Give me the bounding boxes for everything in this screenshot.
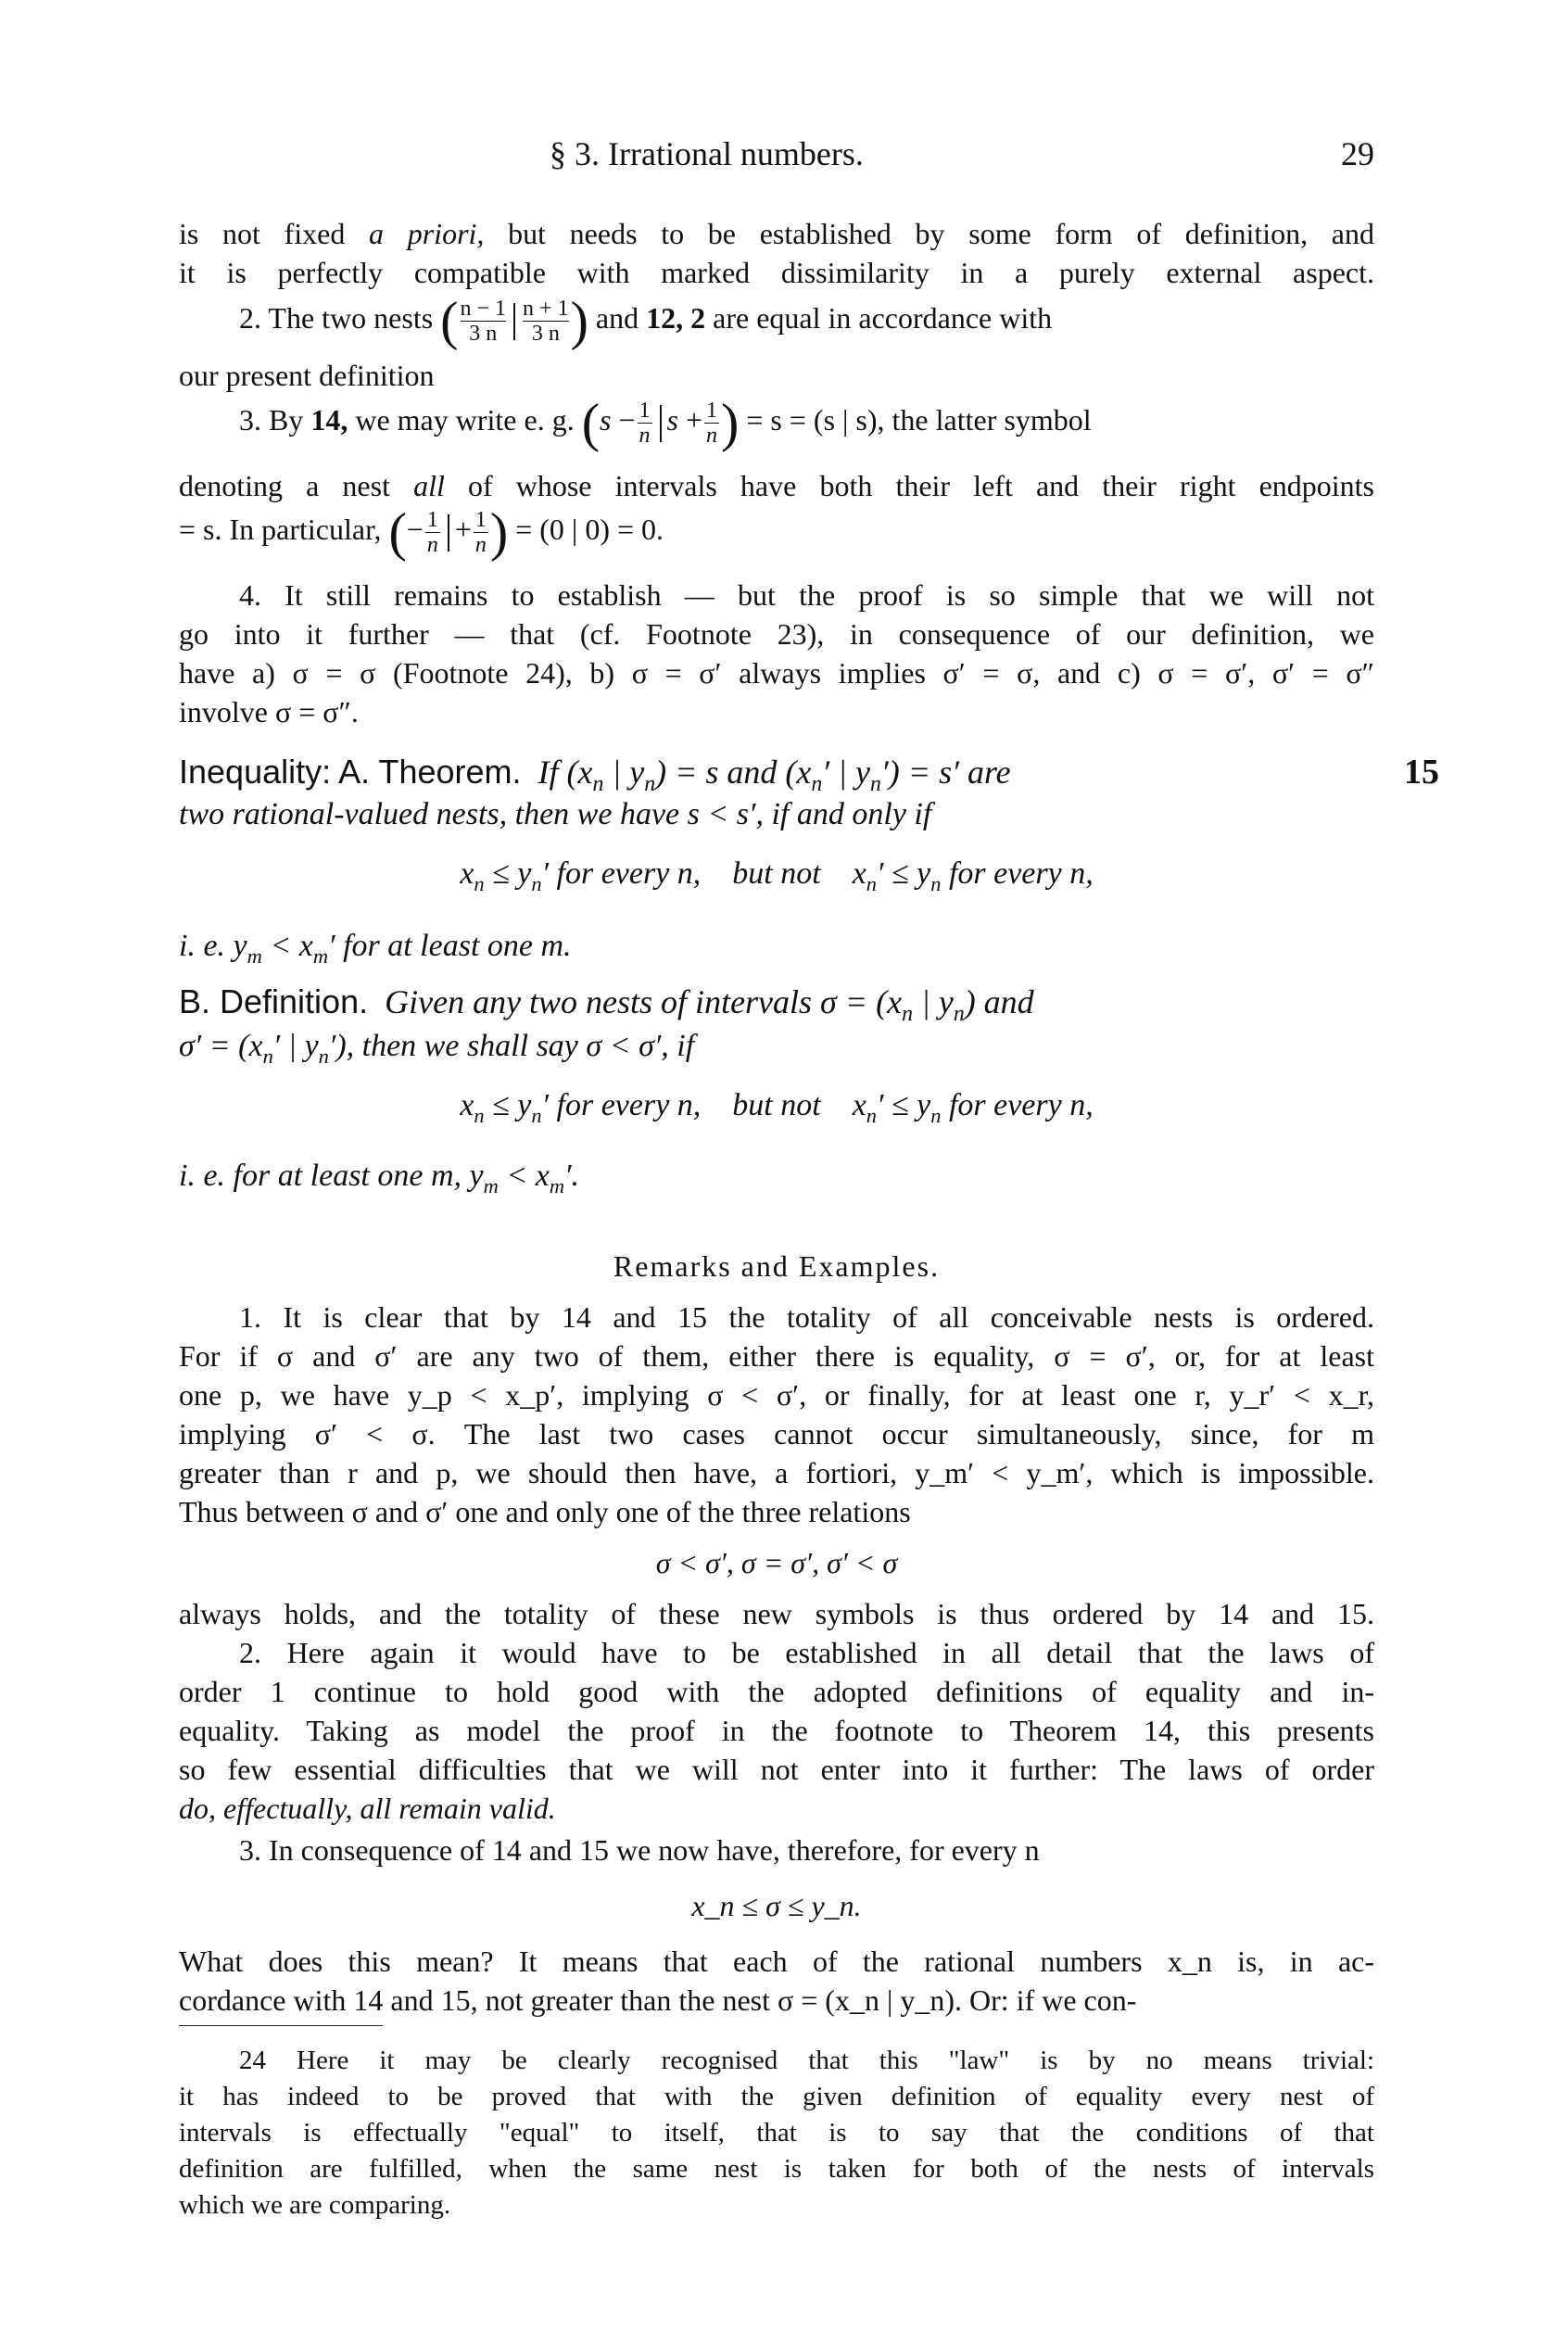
- definition-condition: $x_n \le y_n'$ for every n, but not $x_n' \le y_n$ for every n,: [460, 1088, 1094, 1127]
- remark-3-formula: x_n ≤ σ ≤ y_n.: [691, 1889, 862, 1922]
- item-4-line-4: involve σ = σ″.: [179, 695, 359, 729]
- footnote-rule: [179, 2025, 383, 2026]
- section-title: § 3. Irrational numbers.: [550, 135, 864, 172]
- relations-formula: σ < σ′, σ = σ′, σ′ < σ: [655, 1546, 898, 1579]
- intro-line-1: is not fixed a priori, but needs to be established by some form of definition, and: [179, 217, 1375, 250]
- remark-1-line-3: one p, we have y_p < x_p′, implying σ < σ′, or finally, for at least one r, y_r′ < x_r,: [179, 1378, 1374, 1412]
- footnote-line-1: 24 Here it may be clearly recognised that this "law" is by no means trivial:: [239, 2046, 1374, 2075]
- footnote-line-4: definition are fulfilled, when the same nest is taken for both of the nests of intervals: [179, 2154, 1374, 2184]
- remark-2-line-2: order 1 continue to hold good with the adopted definitions of equality and in-: [179, 1675, 1374, 1708]
- theorem-line-1: Inequality: A. Theorem. If ($x_n$ | $y_n) = s$ and ($x_n'$ | $y_n') = s'$ are: [179, 753, 1011, 797]
- footnote-line-5: which we are comparing.: [179, 2190, 451, 2220]
- remark-3-line-2: What does this mean? It means that each of the rational numbers x_n is, in ac-: [179, 1945, 1374, 1978]
- theorem-ie: i. e. $y_m < x_m'$ for at least one m.: [179, 929, 572, 968]
- remark-3-line-1: 3. In consequence of 14 and 15 we now have, therefore, for every n: [239, 1833, 1040, 1867]
- item-3-line: 3. By 14, we may write e. g. (s − $\frac{1}{n}$ s + $\frac{1}{n}$ ) = s = (s | s), the latter symbol: [239, 392, 1092, 453]
- page-number: 29: [1341, 135, 1374, 172]
- remark-2-line-5: do, effectually, all remain valid.: [179, 1792, 556, 1825]
- item-4-line-2: go into it further — that (cf. Footnote 23), in consequence of our definition, we: [179, 617, 1374, 651]
- item-2-line-2: our present definition: [179, 359, 435, 392]
- remark-1-line-2: For if σ and σ′ are any two of them, either there is equality, σ = σ′, or, for at least: [179, 1339, 1374, 1373]
- definition-line-1: B. Definition. Given any two nests of intervals $\sigma = (x_n$ | $y_n$) and: [179, 982, 1034, 1027]
- remark-1-line-5: greater than r and p, we should then have, a fortiori, y_m′ < y_m′, which is impossible.: [179, 1456, 1374, 1489]
- remark-3-line-3: cordance with 14 and 15, not greater than the nest σ = (x_n | y_n). Or: if we con-: [179, 1983, 1137, 2017]
- margin-section-number: 15: [1404, 753, 1439, 792]
- remarks-heading: Remarks and Examples.: [613, 1249, 941, 1283]
- definition-ie: i. e. for at least one m, $y_m < x_m'$.: [179, 1159, 580, 1197]
- definition-line-2: $\sigma' = (x_n'$ | $y_n'$), then we shall say σ < σ′, if: [179, 1029, 695, 1068]
- item-4-line-1: 4. It still remains to establish — but the proof is so simple that we will not: [239, 578, 1374, 612]
- remark-1-end: always holds, and the totality of these new symbols is thus ordered by 14 and 15.: [179, 1597, 1374, 1630]
- item-2-line: 2. The two nests ( $\frac{n - 1}{3 n}$ $\frac{n + 1}{3 n}$ ) and 12, 2 are equal in accordance with: [239, 290, 1053, 351]
- remark-2-line-3: equality. Taking as model the proof in the footnote to Theorem 14, this presents: [179, 1714, 1374, 1747]
- remark-1-line-6: Thus between σ and σ′ one and only one of the three relations: [179, 1495, 911, 1528]
- item-4-line-3: have a) σ = σ (Footnote 24), b) σ = σ′ always implies σ′ = σ, and c) σ = σ′, σ′ = σ″: [179, 656, 1374, 690]
- footnote-line-3: intervals is effectually "equal" to itself, that is to say that the conditions of that: [179, 2118, 1374, 2148]
- remark-1-line-4: implying σ′ < σ. The last two cases cannot occur simultaneously, since, for m: [179, 1417, 1374, 1451]
- footnote-line-2: it has indeed to be proved that with the given definition of equality every nest of: [179, 2082, 1374, 2111]
- remark-2-line-1: 2. Here again it would have to be established in all detail that the laws of: [239, 1636, 1374, 1669]
- theorem-condition: $x_n \le y_n'$ for every n, but not $x_n' \le y_n$ for every n,: [460, 856, 1094, 895]
- intro-line-2: it is perfectly compatible with marked dissimilarity in a purely external aspect.: [179, 256, 1374, 289]
- theorem-line-2: two rational-valued nests, then we have s < s′, if and only if: [179, 797, 932, 831]
- item-3-line-3: = s. In particular, (− $\frac{1}{n}$ + $\frac{1}{n}$ ) = (0 | 0) = 0.: [179, 501, 664, 563]
- item-3-line-2: denoting a nest all of whose intervals have both their left and their right endpoints: [179, 469, 1375, 502]
- remark-1-line-1: 1. It is clear that by 14 and 15 the totality of all conceivable nests is ordered.: [239, 1300, 1374, 1334]
- remark-2-line-4: so few essential difficulties that we will not enter into it further: The laws of order: [179, 1753, 1374, 1786]
